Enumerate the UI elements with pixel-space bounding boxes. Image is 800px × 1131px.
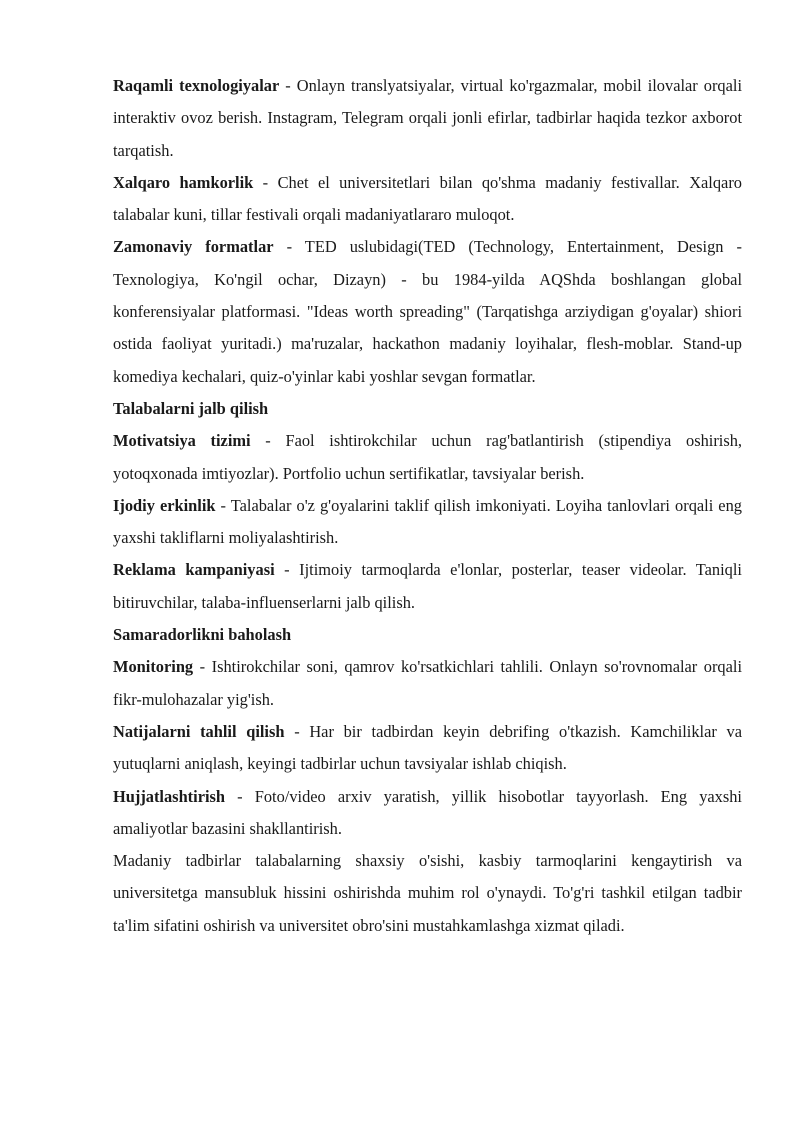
text-motivatsiya-tizimi: - Faol ishtirokchilar uchun rag'batlantirish (stipendiya oshirish, yotoqxonada imtiyozlar). Portfolio uchun sertifikatlar, tavsiyalar berish. <box>113 431 742 483</box>
paragraph-monitoring <box>113 651 742 716</box>
term-monitoring: Monitoring <box>113 657 194 677</box>
paragraph-reklama-kampaniyasi <box>113 554 742 619</box>
paragraph-conclusion: Madaniy tadbirlar talabalarning shaxsiy o'sishi, kasbiy tarmoqlarini kengaytirish va universitetga mansubluk hissini oshirishda muhim rol o'ynaydi. To'g'ri tashkil etilgan tadbir ta'lim sifatini oshirish va universitet obro'sini mustahkamlashga xizmat qiladi. <box>113 851 742 935</box>
paragraph-zamonaviy-formatlar <box>113 231 742 392</box>
text-monitoring: - Ishtirokchilar soni, qamrov ko'rsatkichlari tahlili. Onlayn so'rovnomalar orqali fikr-mulohazalar yig'ish. <box>113 657 742 709</box>
document-page <box>113 70 742 942</box>
paragraph-raqamli-texnologiyalar <box>113 70 742 167</box>
text-natijalarni-tahlil-qilish: - Har bir tadbirdan keyin debrifing o'tkazish. Kamchiliklar va yutuqlarni aniqlash, keyingi tadbirlar uchun tavsiyalar ishlab chiqish. <box>113 721 743 774</box>
paragraph-xalqaro-hamkorlik <box>113 167 742 232</box>
text-xalqaro-hamkorlik: - Chet el universitetlari bilan qo'shma madaniy festivallar. Xalqaro talabalar kuni, tillar festivali orqali madaniyatlararo muloqot. <box>113 172 742 225</box>
text-hujjatlashtirish: - Foto/video arxiv yaratish, yillik hisobotlar tayyorlash. Eng yaxshi amaliyotlar bazasini shakllantirish. <box>113 786 742 838</box>
term-reklama-kampaniyasi: Reklama kampaniyasi <box>113 560 275 580</box>
paragraph-motivatsiya-tizimi <box>113 425 742 490</box>
paragraph-hujjatlashtirish <box>113 781 742 846</box>
term-xalqaro-hamkorlik: Xalqaro hamkorlik <box>113 172 254 192</box>
text-raqamli-texnologiyalar: - Onlayn translyatsiyalar, virtual ko'rgazmalar, mobil ilovalar orqali interaktiv ovoz berish. Instagram, Telegram orqali jonli efirlar, tadbirlar haqida tezkor axborot tarqatish. <box>113 76 743 160</box>
paragraph-ijodiy-erkinlik <box>113 490 742 555</box>
section-heading-samaradorlikni-baholash: Samaradorlikni baholash <box>113 625 292 645</box>
term-motivatsiya-tizimi: Motivatsiya tizimi <box>113 431 251 451</box>
section-heading-talabalarni-jalb-qilish: Talabalarni jalb qilish <box>113 398 269 418</box>
paragraph-natijalarni-tahlil-qilish <box>113 716 742 781</box>
text-zamonaviy-formatlar: - TED uslubidagi(TED (Technology, Entertainment, Design - Texnologiya, Ko'ngil ochar, Dizayn) - bu 1984-yilda AQShda boshlangan global konferensiyalar platformasi. "Ideas worth spreading" (Tarqatishga arziydigan g'oyalar) shiori ostida faoliyat yuritadi.) ma'ruzalar, hackathon madaniy loyihalar, flesh-moblar. Stand-up komediya kechalari, quiz-o'yinlar kabi yoshlar sevgan formatlar. <box>113 237 742 386</box>
term-natijalarni-tahlil-qilish: Natijalarni tahlil qilish <box>113 721 285 741</box>
term-raqamli-texnologiyalar: Raqamli texnologiyalar <box>113 76 280 95</box>
term-hujjatlashtirish: Hujjatlashtirish <box>113 786 226 806</box>
text-reklama-kampaniyasi: - Ijtimoiy tarmoqlarda e'lonlar, posterlar, teaser videolar. Taniqli bitiruvchilar, talaba-influenserlarni jalb qilish. <box>113 560 742 612</box>
text-ijodiy-erkinlik: - Talabalar o'z g'oyalarini taklif qilish imkoniyati. Loyiha tanlovlari orqali eng yaxshi takliflarni moliyalashtirish. <box>113 495 742 548</box>
term-ijodiy-erkinlik: Ijodiy erkinlik <box>113 495 216 515</box>
term-zamonaviy-formatlar: Zamonaviy formatlar <box>113 237 274 257</box>
